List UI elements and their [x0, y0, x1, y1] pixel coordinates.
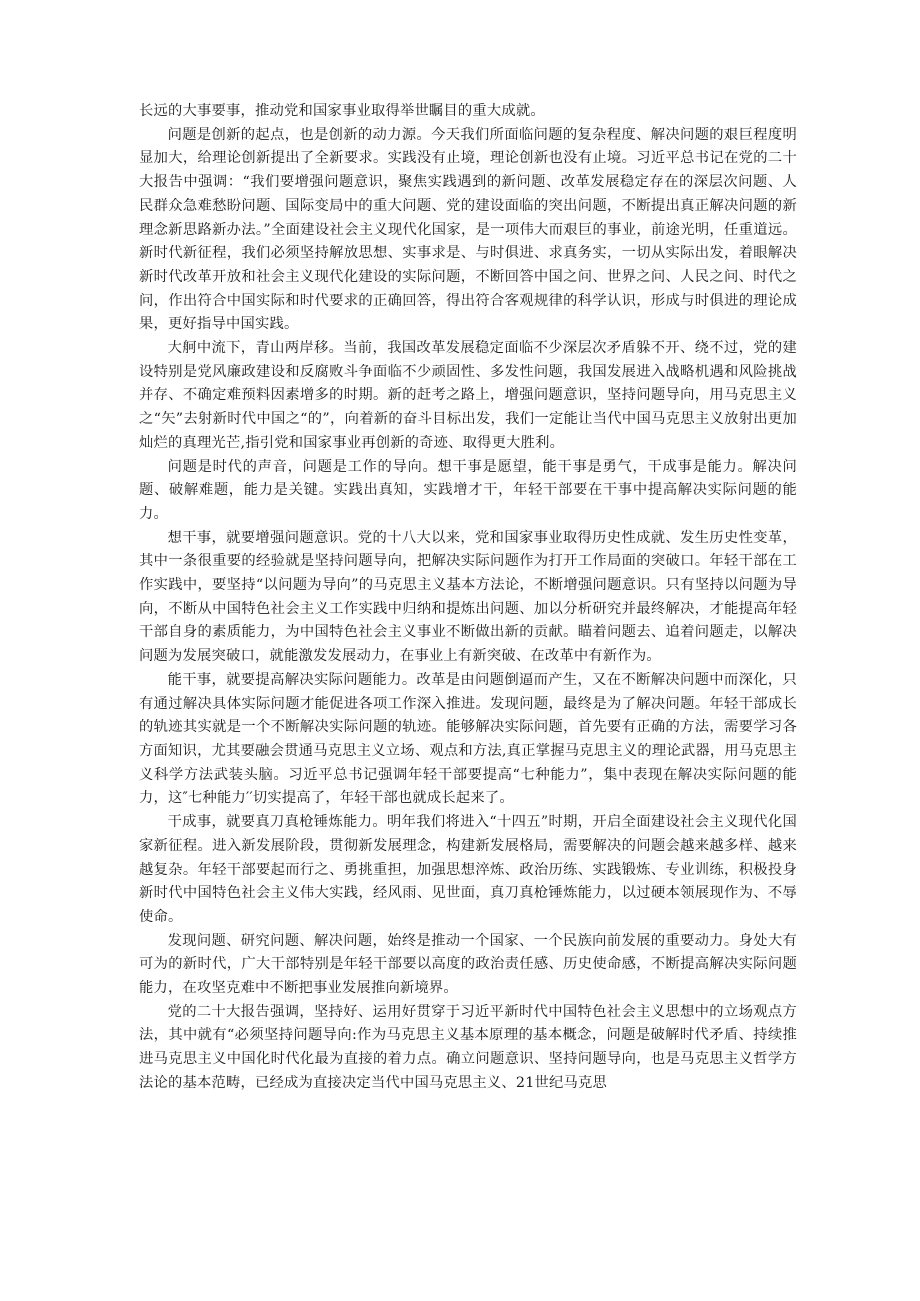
document-body	[139, 100, 797, 1096]
paragraph: 问题是时代的声音，问题是工作的导向。想干事是愿望，能干事是勇气，干成事是能力。解决问题、破解难题，能力是关键。实践出真知，实践增才干，年轻干部要在干事中提高解决实际问题的能力。	[139, 458, 797, 522]
paragraph: 能干事，就要提高解决实际问题能力。改革是由问题倒逼而产生，又在不断解决问题中而深化，只有通过解决具体实际问题才能促进各项工作深入推进。发现问题，最终是为了解决问题。年轻干部成长的轨迹其实就是一个不断解决实际问题的轨迹。能够解决实际问题，首先要有正确的方法，需要学习各方面知识，尤其要融会贯通马克思主义立场、观点和方法,真正掌握马克思主义的理论武器，用马克思主义科学方法武装头脑。习近平总书记强调年轻干部要提高“七种能力”，集中表现在解决实际问题的能力，这″七种能力′′切实提高了，年轻干部也就成长起来了。	[139, 671, 797, 807]
paragraph: 想干事，就要增强问题意识。党的十八大以来，党和国家事业取得历史性成就、发生历史性变革，其中一条很重要的经验就是坚持问题导向，把解决实际问题作为打开工作局面的突破口。年轻干部在工作实践中，要坚持“以问题为导向”的马克思主义基本方法论，不断增强问题意识。只有坚持以问题为导向，不断从中国特色社会主义工作实践中归纳和提炼出问题、加以分析研究并最终解决，才能提高年轻干部自身的素质能力，为中国特色社会主义事业不断做出新的贡献。瞄着问题去、追着问题走，以解决问题为发展突破口，就能激发发展动力，在事业上有新突破、在改革中有新作为。	[139, 529, 797, 665]
paragraph: 干成事，就要真刀真枪锤炼能力。明年我们将进入“十四五”时期，开启全面建设社会主义现代化国家新征程。进入新发展阶段，贯彻新发展理念，构建新发展格局，需要解决的问题会越来越多样、越来越复杂。年轻干部要起而行之、勇挑重担，加强思想淬炼、政治历练、实践锻炼、专业训练，积极投身新时代中国特色社会主义伟大实践，经风雨、见世面，真刀真枪锤炼能力，以过硬本领展现作为、不辱使命。	[139, 814, 797, 925]
paragraph: 问题是创新的起点，也是创新的动力源。今天我们所面临问题的复杂程度、解决问题的艰巨程度明显加大，给理论创新提出了全新要求。实践没有止境，理论创新也没有止境。习近平总书记在党的二十大报告中强调：“我们要增强问题意识，聚焦实践遇到的新问题、改革发展稳定存在的深层次问题、人民群众急难愁盼问题、国际变局中的重大问题、党的建设面临的突出问题，不断提出真正解决问题的新理念新思路新办法。”全面建设社会主义现代化国家，是一项伟大而艰巨的事业，前途光明，任重道远。新时代新征程，我们必须坚持解放思想、实事求是、与时俱进、求真务实，一切从实际出发，着眼解决新时代改革开放和社会主义现代化建设的实际问题，不断回答中国之问、世界之问、人民之问、时代之问，作出符合中国实际和时代要求的正确回答，得出符合客观规律的科学认识，形成与时俱进的理论成果，更好指导中国实践。	[139, 126, 797, 333]
paragraph-continued: 长远的大事要事，推动党和国家事业取得举世瞩目的重大成就。	[139, 103, 545, 119]
paragraph: 大舸中流下，青山两岸移。当前，我国改革发展稳定面临不少深层次矛盾躲不开、绕不过，党的建设特别是党风廉政建设和反腐败斗争面临不少顽固性、多发性问题，我国发展进入战略机遇和风险挑战并存、不确定难预料因素增多的时期。新的赶考之路上，增强问题意识，坚持问题导向，用马克思主义之“矢”去射新时代中国之“的”，向着新的奋斗目标出发，我们一定能让当代中国马克思主义放射出更加灿烂的真理光芒,指引党和国家事业再创新的奇迹、取得更大胜利。	[139, 340, 797, 451]
paragraph: 党的二十大报告强调，坚持好、运用好贯穿于习近平新时代中国特色社会主义思想中的立场观点方法，其中就有“必须坚持问题导向:作为马克思主义基本原理的基本概念，问题是破解时代矛盾、持续推进马克思主义中国化时代化最为直接的着力点。确立问题意识、坚持问题导向，也是马克思主义哲学方法论的基本范畴，已经成为直接决定当代中国马克思主义、21世纪马克思	[139, 1003, 797, 1091]
paragraph: 发现问题、研究问题、解决问题，始终是推动一个国家、一个民族向前发展的重要动力。身处大有可为的新时代，广大干部特别是年轻干部要以高度的政治责任感、历史使命感，不断提高解决实际问题能力，在攻坚克难中不断把事业发展推向新境界。	[139, 932, 797, 997]
